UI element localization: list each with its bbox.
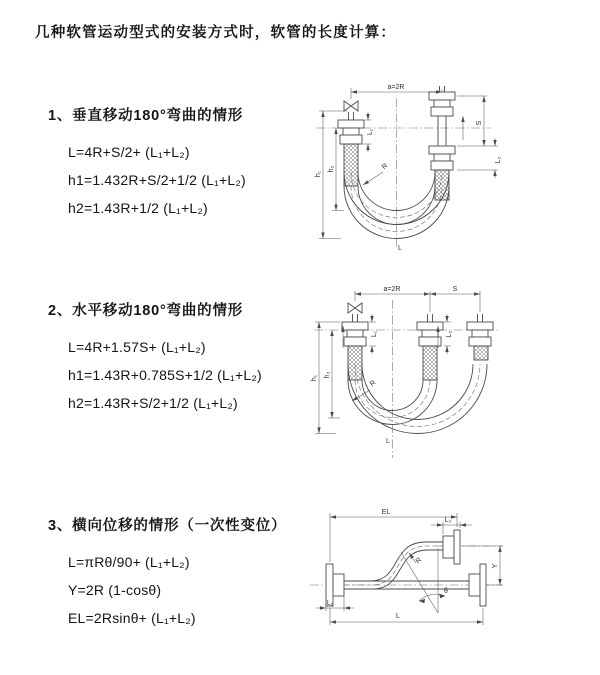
dim-label-y: Y bbox=[492, 563, 499, 569]
section-1 bbox=[48, 104, 246, 222]
dimension-h-inner bbox=[324, 330, 340, 418]
formula-line: Y=2R (1-cosθ) bbox=[68, 582, 162, 598]
dim-label-h2: h₂ bbox=[324, 371, 331, 379]
radius-leader bbox=[363, 163, 389, 185]
right-fitting-upper bbox=[429, 86, 455, 146]
dim-label-l1: L₁ bbox=[367, 128, 374, 136]
dim-label-l2: L₂ bbox=[446, 330, 453, 338]
hose-u-arcs bbox=[348, 364, 487, 434]
dim-label-s: S bbox=[476, 120, 483, 126]
dimension-fitting-l2 bbox=[431, 517, 472, 534]
formula-line: h1=1.432R+S/2+1/2 (L₁+L₂) bbox=[68, 172, 246, 188]
dim-label-h2: h₂ bbox=[328, 165, 335, 173]
dimension-fitting-l2 bbox=[444, 314, 453, 354]
dim-label-h1: h₁ bbox=[311, 374, 318, 382]
radius-leader bbox=[409, 553, 423, 565]
dimension-h-outer bbox=[315, 111, 347, 239]
formula-line: h2=1.43R+S/2+1/2 (L₁+L₂) bbox=[68, 395, 238, 411]
valve-icon bbox=[344, 101, 358, 120]
right-fitting-lower bbox=[429, 146, 455, 200]
formula-line: h2=1.43R+1/2 (L₁+L₂) bbox=[68, 200, 208, 216]
section-3-heading: 3、横向位移的情形（一次性变位） bbox=[48, 518, 287, 534]
formula-line: EL=2Rsinθ+ (L₁+L₂) bbox=[68, 610, 196, 626]
dim-label-2r: a=2R bbox=[383, 286, 401, 293]
formula-line: h1=1.43R+0.785S+1/2 (L₁+L₂) bbox=[68, 367, 262, 383]
dim-label-r: R bbox=[414, 556, 424, 566]
hose-diagram-2 bbox=[310, 280, 565, 470]
center-fitting bbox=[417, 314, 443, 380]
section-2-heading: 2、水平移动180°弯曲的情形 bbox=[48, 303, 244, 319]
dim-label-el: EL bbox=[381, 509, 391, 516]
dim-label-s: S bbox=[452, 286, 458, 293]
hose-diagram-1 bbox=[313, 76, 563, 256]
dimension-fitting-l1 bbox=[363, 112, 374, 152]
formula-line: L=4R+S/2+ (L₁+L₂) bbox=[68, 144, 190, 160]
dim-label-2r: a=2R bbox=[387, 84, 405, 91]
dim-label-l2: L₂ bbox=[495, 156, 502, 164]
section-1-heading: 1、垂直移动180°弯曲的情形 bbox=[48, 108, 244, 124]
formula-line: L=4R+1.57S+ (L₁+L₂) bbox=[68, 339, 206, 355]
page-title: 几种软管运动型式的安装方式时，软管的长度计算： bbox=[35, 25, 397, 41]
right-fitting-displaced bbox=[467, 314, 493, 360]
diagram-lateral-displacement bbox=[298, 500, 588, 670]
right-flange bbox=[469, 564, 486, 606]
dim-label-r: R bbox=[380, 162, 390, 172]
section-2 bbox=[48, 299, 262, 417]
dim-label-l1: L₁ bbox=[326, 600, 334, 607]
dim-label-length: L bbox=[396, 613, 400, 620]
s-curve-hose bbox=[344, 542, 443, 589]
dim-label-h1: h₁ bbox=[315, 170, 322, 178]
section-3 bbox=[48, 514, 286, 632]
formula-line: L=πRθ/90+ (L₁+L₂) bbox=[68, 554, 190, 570]
diagram-horizontal-180-bend bbox=[310, 280, 565, 475]
dimension-length-l bbox=[330, 608, 483, 625]
dimension-fitting-l1 bbox=[316, 596, 354, 611]
upper-flange-displaced bbox=[443, 530, 460, 564]
dim-label-l2: L₂ bbox=[444, 517, 452, 524]
valve-icon bbox=[348, 303, 362, 322]
diagram-vertical-180-bend bbox=[313, 76, 563, 261]
dim-label-r: R bbox=[368, 379, 378, 389]
dim-label-theta: θ bbox=[444, 588, 448, 595]
dim-label-length: L bbox=[398, 245, 402, 252]
dim-label-length: L bbox=[386, 438, 390, 445]
dimension-top-2r bbox=[355, 286, 480, 312]
dimension-fitting-l1 bbox=[369, 314, 378, 354]
dimension-top-2r bbox=[351, 84, 442, 99]
left-fitting bbox=[342, 322, 368, 380]
dimension-fitting-l2 bbox=[457, 138, 502, 178]
hose-diagram-3 bbox=[298, 500, 588, 665]
dim-label-l1: L₁ bbox=[371, 330, 378, 338]
